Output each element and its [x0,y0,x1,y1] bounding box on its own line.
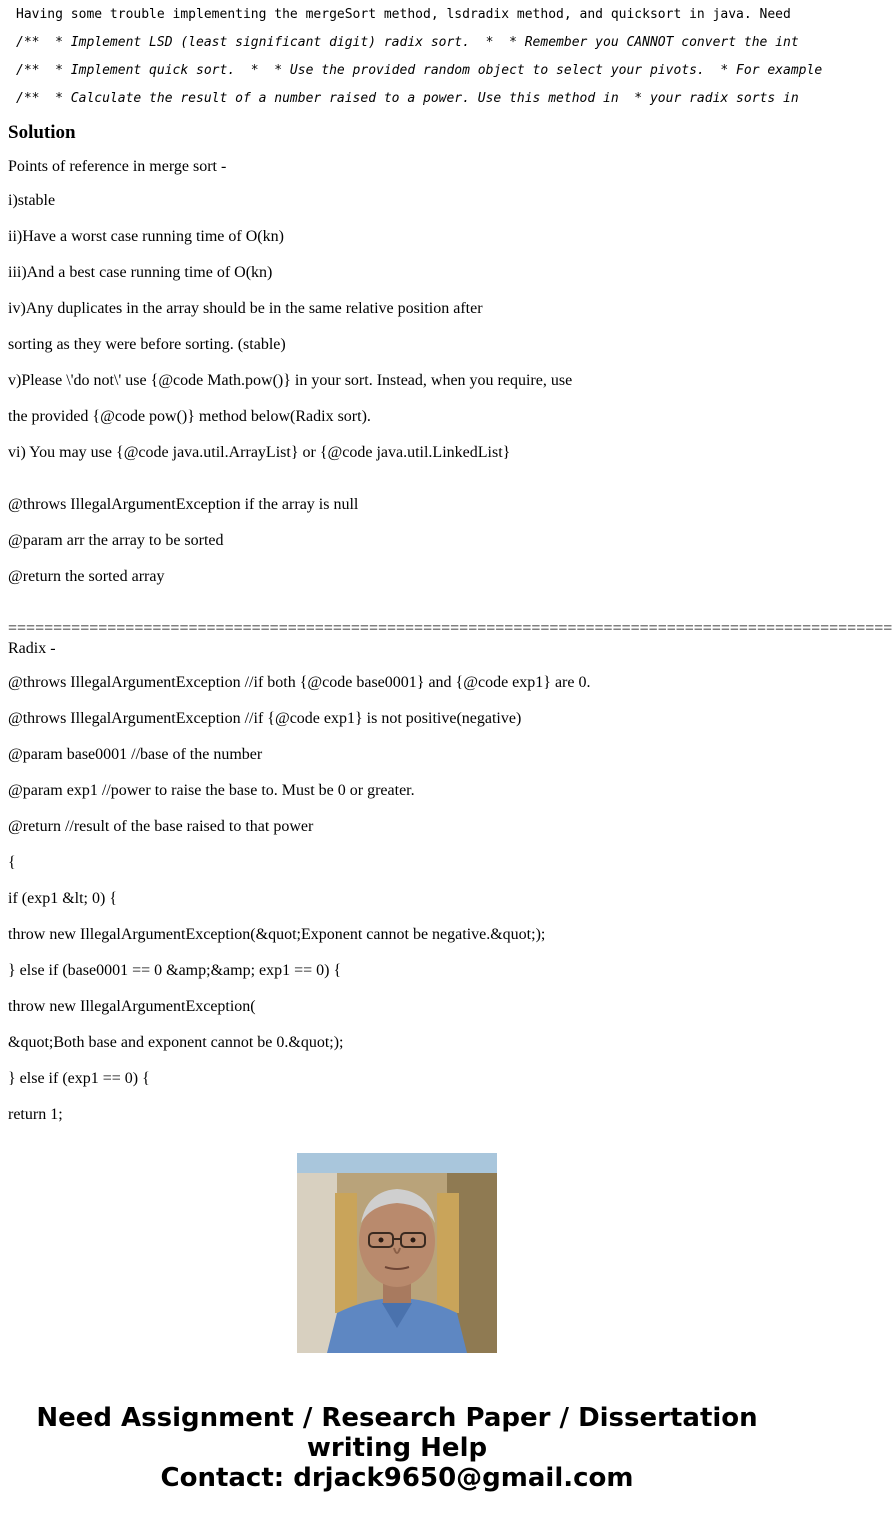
author-avatar [297,1153,497,1353]
section-heading-radix: Radix - [8,640,56,657]
separator-line: ================================================================================================== [8,620,892,637]
solution-line: sorting as they were before sorting. (stable) [8,336,286,353]
solution-line: &quot;Both base and exponent cannot be 0.&quot;); [8,1034,344,1051]
promo-banner [0,1403,794,1493]
solution-line: iii)And a best case running time of O(kn) [8,264,273,281]
solution-line: throw new IllegalArgumentException( [8,998,256,1015]
solution-line: } else if (base0001 == 0 &amp;&amp; exp1 == 0) { [8,962,342,979]
promo-line: Need Assignment / Research Paper / Dissertation [36,1403,758,1433]
promo-line: writing Help [306,1433,488,1463]
solution-line: @return the sorted array [8,568,165,585]
solution-line: @throws IllegalArgumentException //if {@code exp1} is not positive(negative) [8,710,522,727]
solution-line: return 1; [8,1106,63,1123]
solution-line: @param base0001 //base of the number [8,746,263,763]
solution-line: } else if (exp1 == 0) { [8,1070,150,1087]
solution-line: v)Please \'do not\' use {@code Math.pow()} in your sort. Instead, when you require, use [8,372,573,389]
question-code-comment: /** * Calculate the result of a number raised to a power. Use this method in * your radix sorts in [16,91,799,106]
question-code-comment: /** * Implement quick sort. * * Use the provided random object to select your pivots. * For example [16,63,823,78]
solution-line: throw new IllegalArgumentException(&quot;Exponent cannot be negative.&quot;); [8,926,546,943]
solution-line: Points of reference in merge sort - [8,158,227,175]
solution-line: @throws IllegalArgumentException if the array is null [8,496,359,513]
promo-contact: Contact: drjack9650@gmail.com [160,1463,634,1493]
solution-line: @throws IllegalArgumentException //if both {@code base0001} and {@code exp1} are 0. [8,674,591,691]
solution-block [0,119,892,1129]
solution-line: @param arr the array to be sorted [8,532,224,549]
solution-title: Solution [8,122,76,143]
solution-line: i)stable [8,192,56,209]
solution-line: iv)Any duplicates in the array should be in the same relative position after [8,300,483,317]
solution-line: @param exp1 //power to raise the base to. Must be 0 or greater. [8,782,415,799]
author-photo [297,1153,497,1353]
solution-line: vi) You may use {@code java.util.ArrayList} or {@code java.util.LinkedList} [8,444,511,461]
question-code-comment: /** * Implement LSD (least significant digit) radix sort. * * Remember you CANNOT convert the int [16,35,799,50]
solution-line: ii)Have a worst case running time of O(kn) [8,228,284,245]
solution-line: @return //result of the base raised to that power [8,818,314,835]
solution-line: if (exp1 &lt; 0) { [8,890,117,907]
solution-line: the provided {@code pow()} method below(Radix sort). [8,408,371,425]
question-block [0,0,823,113]
question-text: Having some trouble implementing the mergeSort method, lsdradix method, and quicksort in java. Need [16,7,791,22]
solution-line: { [8,854,16,871]
